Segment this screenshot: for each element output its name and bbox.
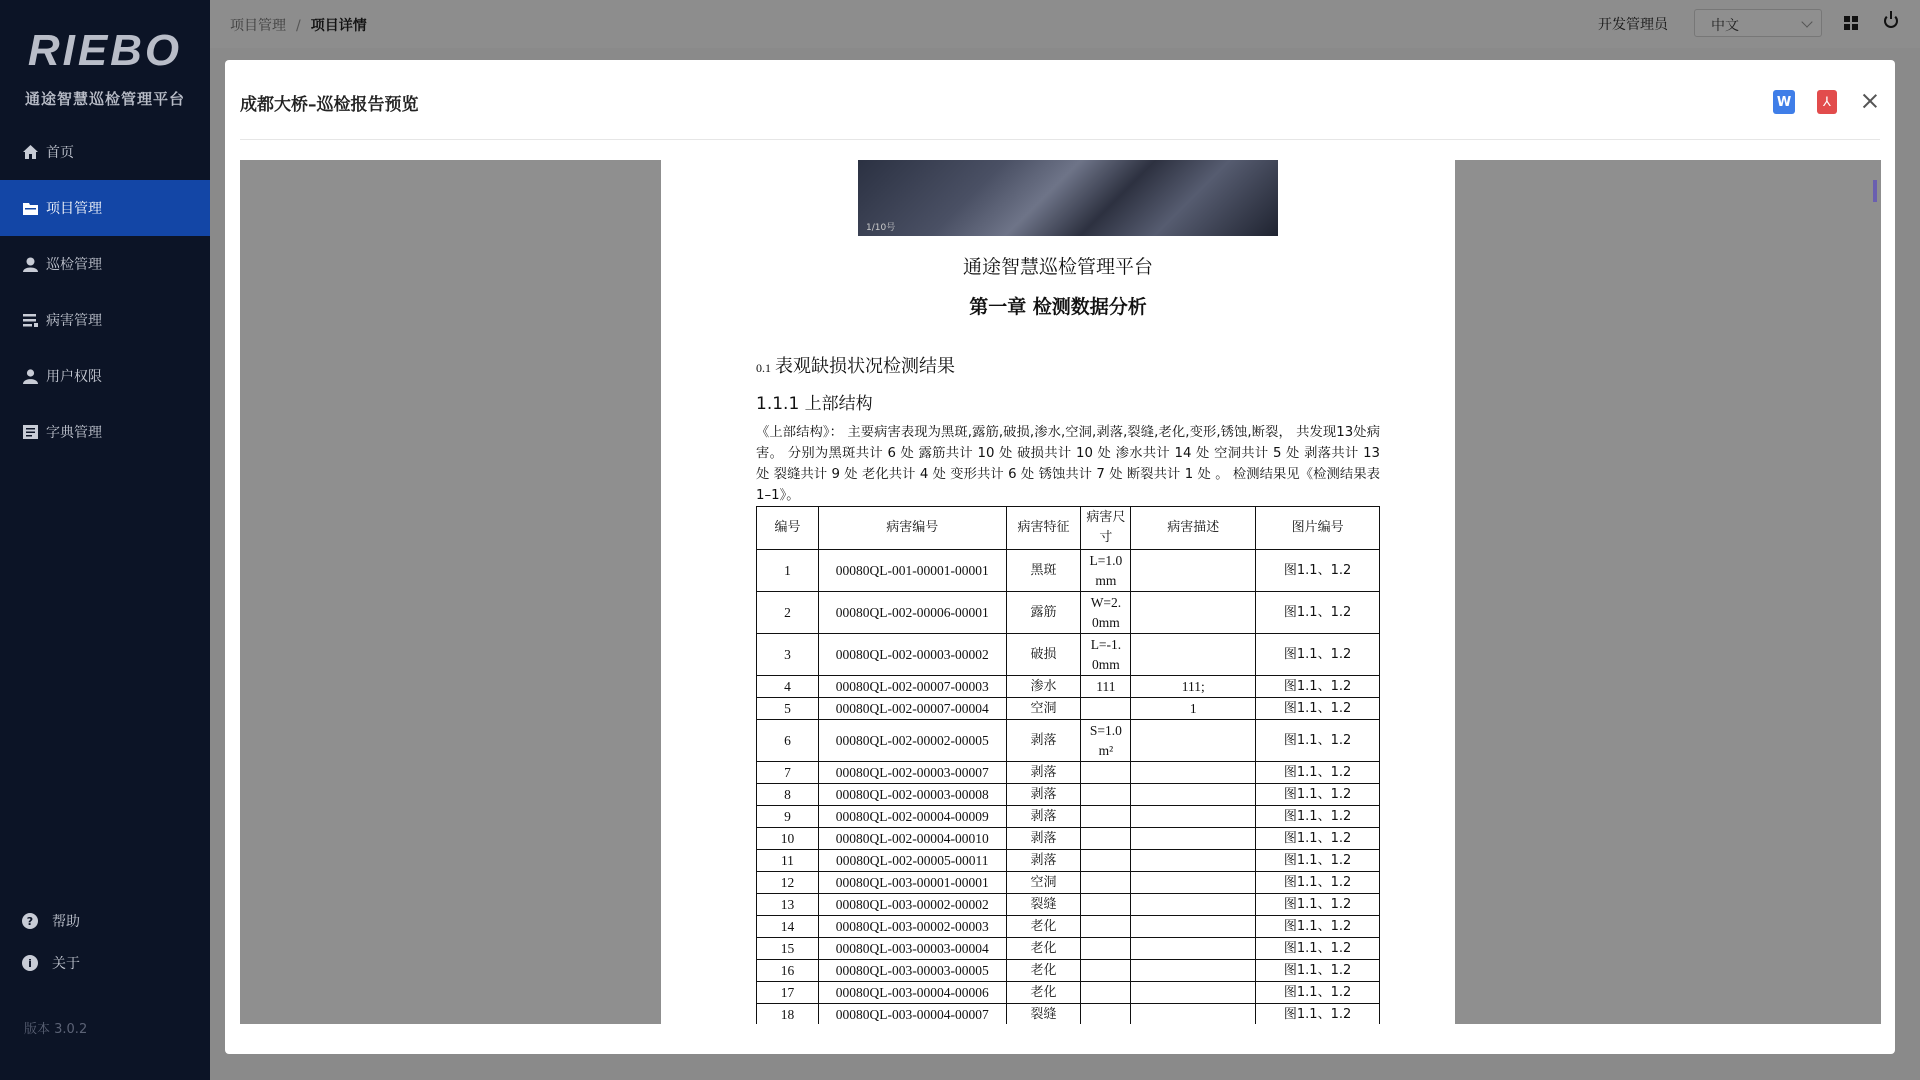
column-header: 病害特征 — [1006, 507, 1081, 550]
sidebar-item-label: 用户权限 — [46, 369, 102, 385]
table-cell-desc — [1131, 1004, 1256, 1025]
table-row — [757, 850, 1380, 872]
table-cell-no: 17 — [757, 982, 819, 1004]
table-cell-code: 00080QL-002-00004-00010 — [818, 828, 1006, 850]
table-cell-no: 6 — [757, 720, 819, 762]
sidebar-item-label: 项目管理 — [46, 201, 102, 217]
sidebar-nav — [0, 124, 210, 460]
dialog-title: 成都大桥–巡检报告预览 — [240, 95, 419, 115]
results-table — [756, 506, 1380, 1024]
table-cell-pic: 图1.1、1.2 — [1256, 982, 1380, 1004]
table-row — [757, 960, 1380, 982]
sidebar-item-label: 字典管理 — [46, 425, 102, 441]
top-header — [210, 0, 1920, 48]
section-number: 0.1 — [756, 361, 771, 375]
table-cell-size — [1081, 698, 1131, 720]
table-cell-desc: 111; — [1131, 676, 1256, 698]
table-cell-no: 3 — [757, 634, 819, 676]
table-cell-desc — [1131, 850, 1256, 872]
table-cell-code: 00080QL-001-00001-00001 — [818, 550, 1006, 592]
table-cell-feature: 破损 — [1006, 634, 1081, 676]
sidebar-item-defects[interactable] — [0, 292, 210, 348]
table-cell-code: 00080QL-003-00004-00006 — [818, 982, 1006, 1004]
user-icon — [22, 368, 38, 384]
table-cell-code: 00080QL-003-00003-00004 — [818, 938, 1006, 960]
report-preview-dialog — [225, 60, 1895, 1054]
doc-subsection-title: 1.1.1 上部结构 — [756, 394, 873, 414]
table-cell-size: L=-1. 0mm — [1081, 634, 1131, 676]
table-cell-pic: 图1.1、1.2 — [1256, 698, 1380, 720]
table-cell-pic: 图1.1、1.2 — [1256, 550, 1380, 592]
doc-heading: 通途智慧巡检管理平台 — [962, 256, 1153, 278]
app-subtitle: 通途智慧巡检管理平台 — [24, 90, 185, 108]
table-cell-code: 00080QL-002-00003-00002 — [818, 634, 1006, 676]
sidebar-item-permissions[interactable] — [0, 348, 210, 404]
table-row — [757, 634, 1380, 676]
column-header: 病害描述 — [1131, 507, 1256, 550]
table-cell-pic: 图1.1、1.2 — [1256, 872, 1380, 894]
table-cell-code: 00080QL-003-00002-00002 — [818, 894, 1006, 916]
table-cell-feature: 露筋 — [1006, 592, 1081, 634]
breadcrumb-item-projects[interactable]: 项目管理 — [230, 18, 286, 34]
document-page — [661, 160, 1455, 1024]
table-cell-desc — [1131, 872, 1256, 894]
app-logo: RIEBO — [27, 26, 183, 75]
pdf-export-icon[interactable]: ⅄ — [1817, 90, 1837, 114]
table-cell-feature: 剥落 — [1006, 720, 1081, 762]
sidebar-item-label: 巡检管理 — [46, 257, 102, 273]
table-cell-desc — [1131, 784, 1256, 806]
power-icon[interactable] — [1884, 14, 1898, 28]
sidebar — [0, 0, 210, 1080]
table-cell-size — [1081, 916, 1131, 938]
about-label: 关于 — [52, 956, 80, 972]
table-cell-desc — [1131, 960, 1256, 982]
table-cell-feature: 剥落 — [1006, 784, 1081, 806]
table-cell-pic: 图1.1、1.2 — [1256, 720, 1380, 762]
table-cell-no: 5 — [757, 698, 819, 720]
table-cell-pic: 图1.1、1.2 — [1256, 592, 1380, 634]
table-cell-size: W=2. 0mm — [1081, 592, 1131, 634]
folder-icon — [22, 200, 38, 216]
home-icon — [22, 144, 38, 160]
table-cell-pic: 图1.1、1.2 — [1256, 960, 1380, 982]
table-cell-desc — [1131, 828, 1256, 850]
table-cell-no: 8 — [757, 784, 819, 806]
table-cell-size — [1081, 784, 1131, 806]
table-cell-size — [1081, 762, 1131, 784]
table-row — [757, 762, 1380, 784]
table-cell-feature: 剥落 — [1006, 806, 1081, 828]
table-cell-code: 00080QL-002-00007-00003 — [818, 676, 1006, 698]
table-cell-desc — [1131, 806, 1256, 828]
word-export-icon[interactable]: W — [1773, 90, 1795, 114]
table-cell-feature: 剥落 — [1006, 850, 1081, 872]
table-row — [757, 720, 1380, 762]
version-label: 版本 3.0.2 — [24, 1022, 88, 1037]
table-cell-code: 00080QL-003-00004-00007 — [818, 1004, 1006, 1025]
table-cell-pic: 图1.1、1.2 — [1256, 806, 1380, 828]
user-name[interactable]: 开发管理员 — [1598, 17, 1668, 33]
table-cell-no: 15 — [757, 938, 819, 960]
table-cell-feature: 老化 — [1006, 982, 1081, 1004]
sidebar-item-label: 病害管理 — [46, 313, 102, 329]
table-cell-feature: 老化 — [1006, 938, 1081, 960]
table-cell-no: 18 — [757, 1004, 819, 1025]
table-cell-code: 00080QL-002-00007-00004 — [818, 698, 1006, 720]
table-cell-size — [1081, 828, 1131, 850]
grid-icon[interactable] — [1844, 16, 1858, 30]
table-row — [757, 592, 1380, 634]
table-cell-no: 10 — [757, 828, 819, 850]
sidebar-item-projects[interactable] — [0, 180, 210, 236]
cover-photo — [858, 160, 1278, 236]
table-cell-desc — [1131, 916, 1256, 938]
table-cell-no: 9 — [757, 806, 819, 828]
table-cell-size: S=1.0 m² — [1081, 720, 1131, 762]
sidebar-item-home[interactable] — [0, 124, 210, 180]
table-cell-no: 14 — [757, 916, 819, 938]
column-header: 病害尺寸 — [1081, 507, 1131, 550]
help-icon: ? — [22, 913, 38, 929]
table-cell-code: 00080QL-002-00005-00011 — [818, 850, 1006, 872]
table-cell-feature: 黑斑 — [1006, 550, 1081, 592]
table-cell-pic: 图1.1、1.2 — [1256, 762, 1380, 784]
table-cell-no: 1 — [757, 550, 819, 592]
breadcrumb: 项目管理 / 项目详情 — [230, 18, 367, 34]
about-link[interactable] — [22, 942, 80, 984]
table-cell-size — [1081, 806, 1131, 828]
column-header: 病害编号 — [818, 507, 1006, 550]
table-cell-no: 11 — [757, 850, 819, 872]
table-cell-feature: 空洞 — [1006, 872, 1081, 894]
table-cell-feature: 裂缝 — [1006, 894, 1081, 916]
breadcrumb-item-current: 项目详情 — [310, 18, 367, 34]
table-cell-desc — [1131, 762, 1256, 784]
table-cell-code: 00080QL-002-00003-00008 — [818, 784, 1006, 806]
table-cell-pic: 图1.1、1.2 — [1256, 634, 1380, 676]
table-cell-desc — [1131, 938, 1256, 960]
table-cell-size — [1081, 894, 1131, 916]
table-cell-code: 00080QL-002-00006-00001 — [818, 592, 1006, 634]
language-select[interactable] — [1694, 9, 1822, 37]
table-cell-desc — [1131, 720, 1256, 762]
table-cell-no: 7 — [757, 762, 819, 784]
doc-paragraph: 《上部结构》： 主要病害表现为黑斑,露筋,破损,渗水,空洞,剥落,裂缝,老化,变形,锈蚀,断裂， 共发现13处病害。 分别为黑斑共计 6 处 露筋共计 10 处 破损共计 10 处 渗水共计 14 处 空洞共计 5 处 剥落共计 13 处 裂缝共计 9 处 老化共计 4 处 变形共计 6 处 锈蚀共计 7 处 断裂共计 1 处 。 检测结果见《检测结果表1–1》。 — [756, 425, 1380, 503]
table-cell-no: 12 — [757, 872, 819, 894]
table-cell-desc — [1131, 550, 1256, 592]
table-cell-pic: 图1.1、1.2 — [1256, 784, 1380, 806]
table-cell-size — [1081, 1004, 1131, 1025]
info-icon: i — [22, 955, 38, 971]
table-cell-feature: 渗水 — [1006, 676, 1081, 698]
photo-watermark: 1/10号 — [866, 223, 896, 233]
language-value: 中文 — [1711, 18, 1739, 34]
table-cell-pic: 图1.1、1.2 — [1256, 1004, 1380, 1025]
table-cell-code: 00080QL-002-00003-00007 — [818, 762, 1006, 784]
column-header: 图片编号 — [1256, 507, 1380, 550]
table-header-row — [757, 507, 1380, 550]
table-cell-no: 4 — [757, 676, 819, 698]
doc-chapter-title: 第一章 检测数据分析 — [969, 296, 1147, 318]
doc-section-title — [756, 352, 955, 378]
sidebar-item-inspection[interactable] — [0, 236, 210, 292]
table-cell-desc — [1131, 982, 1256, 1004]
table-cell-size — [1081, 960, 1131, 982]
section-title-text: 表观缺损状况检测结果 — [775, 356, 955, 377]
table-cell-feature: 老化 — [1006, 916, 1081, 938]
sidebar-item-dictionary[interactable] — [0, 404, 210, 460]
table-cell-no: 13 — [757, 894, 819, 916]
table-cell-size — [1081, 982, 1131, 1004]
table-cell-code: 00080QL-003-00003-00005 — [818, 960, 1006, 982]
table-cell-feature: 空洞 — [1006, 698, 1081, 720]
table-cell-code: 00080QL-003-00001-00001 — [818, 872, 1006, 894]
table-row — [757, 676, 1380, 698]
sidebar-bottom-links — [22, 900, 80, 984]
table-cell-feature: 剥落 — [1006, 828, 1081, 850]
table-row — [757, 872, 1380, 894]
table-row — [757, 894, 1380, 916]
table-cell-feature: 老化 — [1006, 960, 1081, 982]
table-cell-pic: 图1.1、1.2 — [1256, 676, 1380, 698]
table-cell-feature: 剥落 — [1006, 762, 1081, 784]
table-row — [757, 982, 1380, 1004]
scrollbar-thumb[interactable] — [1873, 180, 1877, 202]
table-cell-code: 00080QL-003-00002-00003 — [818, 916, 1006, 938]
table-cell-pic: 图1.1、1.2 — [1256, 828, 1380, 850]
table-row — [757, 938, 1380, 960]
table-cell-size: 111 — [1081, 676, 1131, 698]
table-cell-pic: 图1.1、1.2 — [1256, 916, 1380, 938]
inspector-icon — [22, 256, 38, 272]
table-row — [757, 550, 1380, 592]
table-cell-code: 00080QL-002-00004-00009 — [818, 806, 1006, 828]
dialog-divider — [240, 139, 1880, 140]
help-label: 帮助 — [52, 914, 80, 930]
table-cell-desc — [1131, 894, 1256, 916]
table-cell-desc — [1131, 592, 1256, 634]
sidebar-item-label: 首页 — [46, 145, 74, 161]
table-cell-code: 00080QL-002-00002-00005 — [818, 720, 1006, 762]
table-cell-no: 2 — [757, 592, 819, 634]
close-icon[interactable] — [1861, 92, 1879, 110]
table-cell-desc — [1131, 634, 1256, 676]
table-row — [757, 806, 1380, 828]
document-viewer[interactable] — [240, 160, 1881, 1024]
table-row — [757, 916, 1380, 938]
list-icon — [22, 312, 38, 328]
chevron-down-icon — [1801, 16, 1812, 27]
table-cell-pic: 图1.1、1.2 — [1256, 894, 1380, 916]
table-row — [757, 828, 1380, 850]
table-row — [757, 1004, 1380, 1025]
table-cell-size — [1081, 850, 1131, 872]
table-cell-feature: 裂缝 — [1006, 1004, 1081, 1025]
column-header: 编号 — [757, 507, 819, 550]
table-cell-pic: 图1.1、1.2 — [1256, 938, 1380, 960]
table-cell-size — [1081, 872, 1131, 894]
book-icon — [22, 424, 38, 440]
help-link[interactable] — [22, 900, 80, 942]
table-cell-size: L=1.0 mm — [1081, 550, 1131, 592]
table-cell-no: 16 — [757, 960, 819, 982]
table-row — [757, 698, 1380, 720]
table-row — [757, 784, 1380, 806]
table-cell-pic: 图1.1、1.2 — [1256, 850, 1380, 872]
table-cell-desc: 1 — [1131, 698, 1256, 720]
table-cell-size — [1081, 938, 1131, 960]
